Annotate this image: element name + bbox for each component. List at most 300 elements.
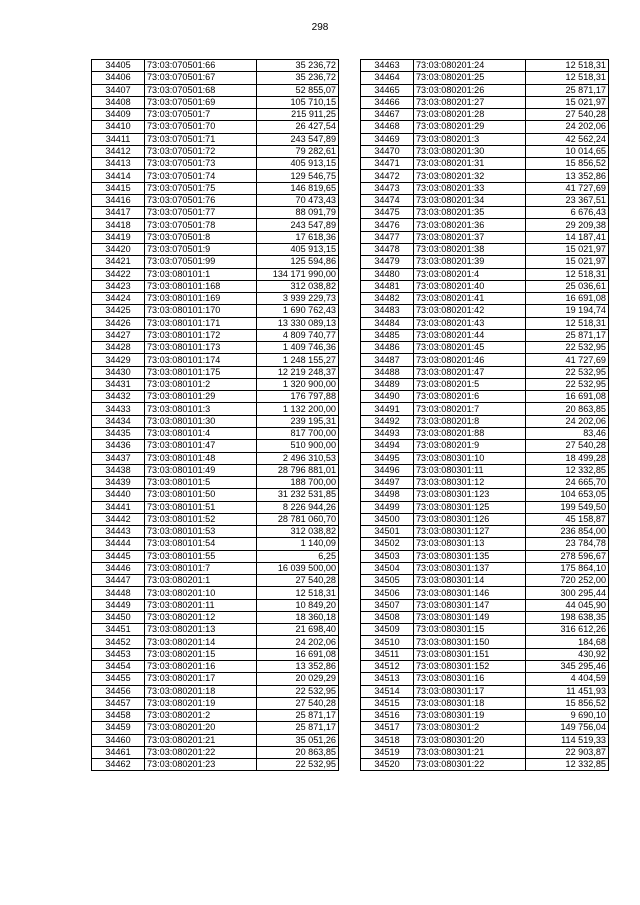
table-row bbox=[361, 624, 609, 636]
row-number-cell: 34422 bbox=[92, 268, 145, 280]
value-cell: 300 295,44 bbox=[526, 587, 609, 599]
cadastral-number-cell: 73:03:080101:54 bbox=[145, 538, 257, 550]
table-row bbox=[92, 611, 339, 623]
value-cell: 13 352,86 bbox=[257, 661, 339, 673]
value-cell: 215 911,25 bbox=[257, 109, 339, 121]
row-number-cell: 34492 bbox=[361, 415, 414, 427]
cadastral-number-cell: 73:03:080201:31 bbox=[414, 158, 526, 170]
row-number-cell: 34428 bbox=[92, 342, 145, 354]
page-number: 298 bbox=[311, 22, 329, 33]
value-cell: 13 330 089,13 bbox=[257, 317, 339, 329]
value-cell: 176 797,88 bbox=[257, 391, 339, 403]
row-number-cell: 34501 bbox=[361, 526, 414, 538]
cadastral-number-cell: 73:03:080301:18 bbox=[414, 697, 526, 709]
value-cell: 15 856,52 bbox=[526, 158, 609, 170]
row-number-cell: 34441 bbox=[92, 501, 145, 513]
value-cell: 83,46 bbox=[526, 427, 609, 439]
cadastral-number-cell: 73:03:080101:47 bbox=[145, 440, 257, 452]
table-row bbox=[361, 145, 609, 157]
cadastral-number-cell: 73:03:080101:170 bbox=[145, 305, 257, 317]
table-row bbox=[361, 746, 609, 758]
cadastral-number-cell: 73:03:080201:35 bbox=[414, 207, 526, 219]
row-number-cell: 34413 bbox=[92, 158, 145, 170]
value-cell: 17 618,36 bbox=[257, 231, 339, 243]
table-row bbox=[92, 513, 339, 525]
value-cell: 27 540,28 bbox=[257, 575, 339, 587]
value-cell: 25 871,17 bbox=[257, 710, 339, 722]
value-cell: 114 519,33 bbox=[526, 734, 609, 746]
row-number-cell: 34415 bbox=[92, 182, 145, 194]
value-cell: 8 226 944,26 bbox=[257, 501, 339, 513]
table-row bbox=[92, 342, 339, 354]
table-row bbox=[92, 661, 339, 673]
value-cell: 42 562,24 bbox=[526, 133, 609, 145]
cadastral-number-cell: 73:03:080201:41 bbox=[414, 293, 526, 305]
row-number-cell: 34512 bbox=[361, 661, 414, 673]
row-number-cell: 34463 bbox=[361, 60, 414, 72]
table-row bbox=[361, 403, 609, 415]
row-number-cell: 34455 bbox=[92, 673, 145, 685]
value-cell: 12 518,31 bbox=[526, 268, 609, 280]
value-cell: 20 863,85 bbox=[526, 403, 609, 415]
value-cell: 27 540,28 bbox=[526, 109, 609, 121]
table-row bbox=[361, 256, 609, 268]
value-cell: 29 209,38 bbox=[526, 219, 609, 231]
table-row bbox=[92, 697, 339, 709]
cadastral-number-cell: 73:03:080301:150 bbox=[414, 636, 526, 648]
table-row bbox=[92, 415, 339, 427]
table-row bbox=[361, 427, 609, 439]
row-number-cell: 34518 bbox=[361, 734, 414, 746]
table-row bbox=[361, 575, 609, 587]
value-cell: 35 051,26 bbox=[257, 734, 339, 746]
table-row bbox=[92, 109, 339, 121]
row-number-cell: 34439 bbox=[92, 477, 145, 489]
cadastral-number-cell: 73:03:080201:15 bbox=[145, 648, 257, 660]
value-cell: 12 518,31 bbox=[526, 60, 609, 72]
value-cell: 28 781 060,70 bbox=[257, 513, 339, 525]
value-cell: 35 236,72 bbox=[257, 60, 339, 72]
row-number-cell: 34466 bbox=[361, 96, 414, 108]
value-cell: 12 518,31 bbox=[526, 317, 609, 329]
row-number-cell: 34444 bbox=[92, 538, 145, 550]
value-cell: 129 546,75 bbox=[257, 170, 339, 182]
table-row bbox=[92, 366, 339, 378]
row-number-cell: 34460 bbox=[92, 734, 145, 746]
cadastral-number-cell: 73:03:080201:37 bbox=[414, 231, 526, 243]
row-number-cell: 34450 bbox=[92, 611, 145, 623]
row-number-cell: 34445 bbox=[92, 550, 145, 562]
table-row bbox=[361, 194, 609, 206]
row-number-cell: 34506 bbox=[361, 587, 414, 599]
row-number-cell: 34515 bbox=[361, 697, 414, 709]
value-cell: 4 404,59 bbox=[526, 673, 609, 685]
value-cell: 24 202,06 bbox=[526, 415, 609, 427]
table-row bbox=[361, 378, 609, 390]
row-number-cell: 34484 bbox=[361, 317, 414, 329]
value-cell: 27 540,28 bbox=[257, 697, 339, 709]
value-cell: 16 691,08 bbox=[257, 648, 339, 660]
cadastral-number-cell: 73:03:080301:127 bbox=[414, 526, 526, 538]
value-cell: 1 248 155,27 bbox=[257, 354, 339, 366]
table-row bbox=[92, 72, 339, 84]
row-number-cell: 34495 bbox=[361, 452, 414, 464]
row-number-cell: 34507 bbox=[361, 599, 414, 611]
cadastral-number-cell: 73:03:080201:10 bbox=[145, 587, 257, 599]
table-row bbox=[92, 452, 339, 464]
right-table bbox=[360, 59, 609, 771]
cadastral-number-cell: 73:03:080201:11 bbox=[145, 599, 257, 611]
row-number-cell: 34520 bbox=[361, 759, 414, 771]
table-row bbox=[92, 391, 339, 403]
cadastral-number-cell: 73:03:080101:168 bbox=[145, 280, 257, 292]
table-row bbox=[361, 72, 609, 84]
value-cell: 25 871,17 bbox=[526, 84, 609, 96]
table-row bbox=[92, 170, 339, 182]
cadastral-number-cell: 73:03:080301:10 bbox=[414, 452, 526, 464]
cadastral-number-cell: 73:03:080201:26 bbox=[414, 84, 526, 96]
cadastral-number-cell: 73:03:080301:13 bbox=[414, 538, 526, 550]
cadastral-number-cell: 73:03:070501:74 bbox=[145, 170, 257, 182]
cadastral-number-cell: 73:03:080201:32 bbox=[414, 170, 526, 182]
cadastral-number-cell: 73:03:070501:69 bbox=[145, 96, 257, 108]
cadastral-number-cell: 73:03:080201:16 bbox=[145, 661, 257, 673]
row-number-cell: 34418 bbox=[92, 219, 145, 231]
cadastral-number-cell: 73:03:080201:28 bbox=[414, 109, 526, 121]
table-row bbox=[361, 415, 609, 427]
value-cell: 405 913,15 bbox=[257, 243, 339, 255]
cadastral-number-cell: 73:03:080301:16 bbox=[414, 673, 526, 685]
value-cell: 15 021,97 bbox=[526, 243, 609, 255]
value-cell: 21 698,40 bbox=[257, 624, 339, 636]
cadastral-number-cell: 73:03:070501:78 bbox=[145, 219, 257, 231]
cadastral-number-cell: 73:03:080301:137 bbox=[414, 562, 526, 574]
value-cell: 6 676,43 bbox=[526, 207, 609, 219]
cadastral-number-cell: 73:03:080301:147 bbox=[414, 599, 526, 611]
cadastral-number-cell: 73:03:070501:99 bbox=[145, 256, 257, 268]
cadastral-number-cell: 73:03:070501:9 bbox=[145, 243, 257, 255]
cadastral-number-cell: 73:03:070501:68 bbox=[145, 84, 257, 96]
row-number-cell: 34440 bbox=[92, 489, 145, 501]
cadastral-number-cell: 73:03:080101:169 bbox=[145, 293, 257, 305]
cadastral-number-cell: 73:03:080101:52 bbox=[145, 513, 257, 525]
value-cell: 25 871,17 bbox=[257, 722, 339, 734]
value-cell: 25 036,61 bbox=[526, 280, 609, 292]
cadastral-number-cell: 73:03:080201:44 bbox=[414, 329, 526, 341]
cadastral-number-cell: 73:03:080201:30 bbox=[414, 145, 526, 157]
cadastral-number-cell: 73:03:080201:47 bbox=[414, 366, 526, 378]
table-row bbox=[361, 305, 609, 317]
value-cell: 510 900,00 bbox=[257, 440, 339, 452]
cadastral-number-cell: 73:03:080201:38 bbox=[414, 243, 526, 255]
value-cell: 405 913,15 bbox=[257, 158, 339, 170]
cadastral-number-cell: 73:03:080201:5 bbox=[414, 378, 526, 390]
row-number-cell: 34447 bbox=[92, 575, 145, 587]
value-cell: 2 496 310,53 bbox=[257, 452, 339, 464]
cadastral-number-cell: 73:03:080101:30 bbox=[145, 415, 257, 427]
cadastral-number-cell: 73:03:070501:73 bbox=[145, 158, 257, 170]
value-cell: 1 690 762,43 bbox=[257, 305, 339, 317]
row-number-cell: 34480 bbox=[361, 268, 414, 280]
value-cell: 18 499,28 bbox=[526, 452, 609, 464]
row-number-cell: 34490 bbox=[361, 391, 414, 403]
table-row bbox=[92, 145, 339, 157]
cadastral-number-cell: 73:03:070501:72 bbox=[145, 145, 257, 157]
table-row bbox=[92, 464, 339, 476]
cadastral-number-cell: 73:03:080101:55 bbox=[145, 550, 257, 562]
row-number-cell: 34451 bbox=[92, 624, 145, 636]
row-number-cell: 34465 bbox=[361, 84, 414, 96]
value-cell: 239 195,31 bbox=[257, 415, 339, 427]
value-cell: 12 332,85 bbox=[526, 464, 609, 476]
row-number-cell: 34469 bbox=[361, 133, 414, 145]
row-number-cell: 34459 bbox=[92, 722, 145, 734]
value-cell: 23 784,78 bbox=[526, 538, 609, 550]
value-cell: 9 690,10 bbox=[526, 710, 609, 722]
value-cell: 23 367,51 bbox=[526, 194, 609, 206]
table-row bbox=[361, 636, 609, 648]
cadastral-number-cell: 73:03:080201:43 bbox=[414, 317, 526, 329]
cadastral-number-cell: 73:03:080201:13 bbox=[145, 624, 257, 636]
table-row bbox=[92, 722, 339, 734]
table-row bbox=[92, 317, 339, 329]
cadastral-number-cell: 73:03:080301:135 bbox=[414, 550, 526, 562]
table-row bbox=[361, 60, 609, 72]
value-cell: 134 171 990,00 bbox=[257, 268, 339, 280]
table-row bbox=[92, 329, 339, 341]
cadastral-number-cell: 73:03:080201:42 bbox=[414, 305, 526, 317]
table-row bbox=[361, 697, 609, 709]
cadastral-number-cell: 73:03:080301:125 bbox=[414, 501, 526, 513]
row-number-cell: 34448 bbox=[92, 587, 145, 599]
row-number-cell: 34472 bbox=[361, 170, 414, 182]
table-row bbox=[92, 599, 339, 611]
value-cell: 312 038,82 bbox=[257, 280, 339, 292]
row-number-cell: 34486 bbox=[361, 342, 414, 354]
cadastral-number-cell: 73:03:080101:173 bbox=[145, 342, 257, 354]
cadastral-number-cell: 73:03:080201:45 bbox=[414, 342, 526, 354]
value-cell: 1 132 200,00 bbox=[257, 403, 339, 415]
value-cell: 31 232 531,85 bbox=[257, 489, 339, 501]
row-number-cell: 34477 bbox=[361, 231, 414, 243]
value-cell: 720 252,00 bbox=[526, 575, 609, 587]
row-number-cell: 34453 bbox=[92, 648, 145, 660]
table-row bbox=[92, 648, 339, 660]
row-number-cell: 34411 bbox=[92, 133, 145, 145]
cadastral-number-cell: 73:03:080201:36 bbox=[414, 219, 526, 231]
cadastral-number-cell: 73:03:080301:149 bbox=[414, 611, 526, 623]
value-cell: 13 352,86 bbox=[526, 170, 609, 182]
value-cell: 188 700,00 bbox=[257, 477, 339, 489]
row-number-cell: 34434 bbox=[92, 415, 145, 427]
cadastral-number-cell: 73:03:080301:17 bbox=[414, 685, 526, 697]
value-cell: 1 409 746,36 bbox=[257, 342, 339, 354]
row-number-cell: 34478 bbox=[361, 243, 414, 255]
cadastral-number-cell: 73:03:080301:15 bbox=[414, 624, 526, 636]
table-row bbox=[92, 624, 339, 636]
row-number-cell: 34487 bbox=[361, 354, 414, 366]
cadastral-number-cell: 73:03:080101:3 bbox=[145, 403, 257, 415]
table-row bbox=[92, 96, 339, 108]
value-cell: 12 518,31 bbox=[526, 72, 609, 84]
row-number-cell: 34497 bbox=[361, 477, 414, 489]
cadastral-number-cell: 73:03:080101:5 bbox=[145, 477, 257, 489]
value-cell: 4 809 740,77 bbox=[257, 329, 339, 341]
table-row bbox=[361, 722, 609, 734]
value-cell: 16 691,08 bbox=[526, 293, 609, 305]
row-number-cell: 34519 bbox=[361, 746, 414, 758]
row-number-cell: 34427 bbox=[92, 329, 145, 341]
row-number-cell: 34481 bbox=[361, 280, 414, 292]
table-row bbox=[361, 489, 609, 501]
table-row bbox=[361, 710, 609, 722]
row-number-cell: 34452 bbox=[92, 636, 145, 648]
table-row bbox=[92, 538, 339, 550]
cadastral-number-cell: 73:03:070501:75 bbox=[145, 182, 257, 194]
row-number-cell: 34419 bbox=[92, 231, 145, 243]
table-row bbox=[92, 759, 339, 771]
table-row bbox=[361, 538, 609, 550]
table-row bbox=[361, 280, 609, 292]
cadastral-number-cell: 73:03:080201:7 bbox=[414, 403, 526, 415]
cadastral-number-cell: 73:03:080201:20 bbox=[145, 722, 257, 734]
value-cell: 18 360,18 bbox=[257, 611, 339, 623]
row-number-cell: 34457 bbox=[92, 697, 145, 709]
value-cell: 22 532,95 bbox=[526, 366, 609, 378]
table-row bbox=[361, 562, 609, 574]
cadastral-number-cell: 73:03:080301:151 bbox=[414, 648, 526, 660]
value-cell: 14 187,41 bbox=[526, 231, 609, 243]
cadastral-number-cell: 73:03:080101:7 bbox=[145, 562, 257, 574]
row-number-cell: 34435 bbox=[92, 427, 145, 439]
cadastral-number-cell: 73:03:080201:40 bbox=[414, 280, 526, 292]
row-number-cell: 34405 bbox=[92, 60, 145, 72]
row-number-cell: 34504 bbox=[361, 562, 414, 574]
cadastral-number-cell: 73:03:070501:67 bbox=[145, 72, 257, 84]
table-row bbox=[361, 329, 609, 341]
row-number-cell: 34433 bbox=[92, 403, 145, 415]
row-number-cell: 34509 bbox=[361, 624, 414, 636]
cadastral-number-cell: 73:03:080301:11 bbox=[414, 464, 526, 476]
value-cell: 22 532,95 bbox=[257, 685, 339, 697]
value-cell: 44 045,90 bbox=[526, 599, 609, 611]
table-row bbox=[92, 207, 339, 219]
value-cell: 175 864,10 bbox=[526, 562, 609, 574]
row-number-cell: 34421 bbox=[92, 256, 145, 268]
row-number-cell: 34493 bbox=[361, 427, 414, 439]
cadastral-number-cell: 73:03:080101:53 bbox=[145, 526, 257, 538]
row-number-cell: 34430 bbox=[92, 366, 145, 378]
table-row bbox=[92, 231, 339, 243]
table-row bbox=[361, 170, 609, 182]
table-row bbox=[361, 219, 609, 231]
row-number-cell: 34511 bbox=[361, 648, 414, 660]
row-number-cell: 34470 bbox=[361, 145, 414, 157]
row-number-cell: 34458 bbox=[92, 710, 145, 722]
row-number-cell: 34499 bbox=[361, 501, 414, 513]
row-number-cell: 34503 bbox=[361, 550, 414, 562]
value-cell: 20 863,85 bbox=[257, 746, 339, 758]
cadastral-number-cell: 73:03:080201:33 bbox=[414, 182, 526, 194]
value-cell: 198 638,35 bbox=[526, 611, 609, 623]
table-row bbox=[92, 268, 339, 280]
table-row bbox=[92, 60, 339, 72]
row-number-cell: 34426 bbox=[92, 317, 145, 329]
row-number-cell: 34412 bbox=[92, 145, 145, 157]
table-row bbox=[92, 636, 339, 648]
row-number-cell: 34417 bbox=[92, 207, 145, 219]
row-number-cell: 34438 bbox=[92, 464, 145, 476]
row-number-cell: 34429 bbox=[92, 354, 145, 366]
cadastral-number-cell: 73:03:080201:9 bbox=[414, 440, 526, 452]
cadastral-number-cell: 73:03:080201:22 bbox=[145, 746, 257, 758]
value-cell: 10 849,20 bbox=[257, 599, 339, 611]
value-cell: 27 540,28 bbox=[526, 440, 609, 452]
cadastral-number-cell: 73:03:080101:51 bbox=[145, 501, 257, 513]
row-number-cell: 34406 bbox=[92, 72, 145, 84]
row-number-cell: 34442 bbox=[92, 513, 145, 525]
table-row bbox=[92, 182, 339, 194]
table-row bbox=[92, 121, 339, 133]
cadastral-number-cell: 73:03:080101:48 bbox=[145, 452, 257, 464]
row-number-cell: 34500 bbox=[361, 513, 414, 525]
table-row bbox=[92, 427, 339, 439]
table-row bbox=[361, 317, 609, 329]
cadastral-number-cell: 73:03:080301:12 bbox=[414, 477, 526, 489]
value-cell: 125 594,86 bbox=[257, 256, 339, 268]
row-number-cell: 34510 bbox=[361, 636, 414, 648]
row-number-cell: 34437 bbox=[92, 452, 145, 464]
value-cell: 45 158,87 bbox=[526, 513, 609, 525]
cadastral-number-cell: 73:03:080201:19 bbox=[145, 697, 257, 709]
cadastral-number-cell: 73:03:080201:88 bbox=[414, 427, 526, 439]
table-row bbox=[92, 575, 339, 587]
table-row bbox=[92, 550, 339, 562]
cadastral-number-cell: 73:03:080101:172 bbox=[145, 329, 257, 341]
value-cell: 6,25 bbox=[257, 550, 339, 562]
value-cell: 817 700,00 bbox=[257, 427, 339, 439]
cadastral-number-cell: 73:03:080301:146 bbox=[414, 587, 526, 599]
value-cell: 316 612,26 bbox=[526, 624, 609, 636]
row-number-cell: 34508 bbox=[361, 611, 414, 623]
row-number-cell: 34446 bbox=[92, 562, 145, 574]
value-cell: 15 856,52 bbox=[526, 697, 609, 709]
table-row bbox=[361, 133, 609, 145]
table-row bbox=[361, 342, 609, 354]
value-cell: 35 236,72 bbox=[257, 72, 339, 84]
value-cell: 41 727,69 bbox=[526, 354, 609, 366]
value-cell: 278 596,67 bbox=[526, 550, 609, 562]
value-cell: 1 320 900,00 bbox=[257, 378, 339, 390]
cadastral-number-cell: 73:03:080201:14 bbox=[145, 636, 257, 648]
value-cell: 16 039 500,00 bbox=[257, 562, 339, 574]
cadastral-number-cell: 73:03:080101:4 bbox=[145, 427, 257, 439]
cadastral-number-cell: 73:03:080201:27 bbox=[414, 96, 526, 108]
table-row bbox=[361, 587, 609, 599]
row-number-cell: 34494 bbox=[361, 440, 414, 452]
row-number-cell: 34476 bbox=[361, 219, 414, 231]
table-row bbox=[92, 403, 339, 415]
row-number-cell: 34491 bbox=[361, 403, 414, 415]
table-row bbox=[92, 194, 339, 206]
value-cell: 79 282,61 bbox=[257, 145, 339, 157]
value-cell: 28 796 881,01 bbox=[257, 464, 339, 476]
row-number-cell: 34449 bbox=[92, 599, 145, 611]
table-row bbox=[361, 661, 609, 673]
cadastral-number-cell: 73:03:080301:20 bbox=[414, 734, 526, 746]
cadastral-number-cell: 73:03:080201:6 bbox=[414, 391, 526, 403]
table-row bbox=[92, 477, 339, 489]
